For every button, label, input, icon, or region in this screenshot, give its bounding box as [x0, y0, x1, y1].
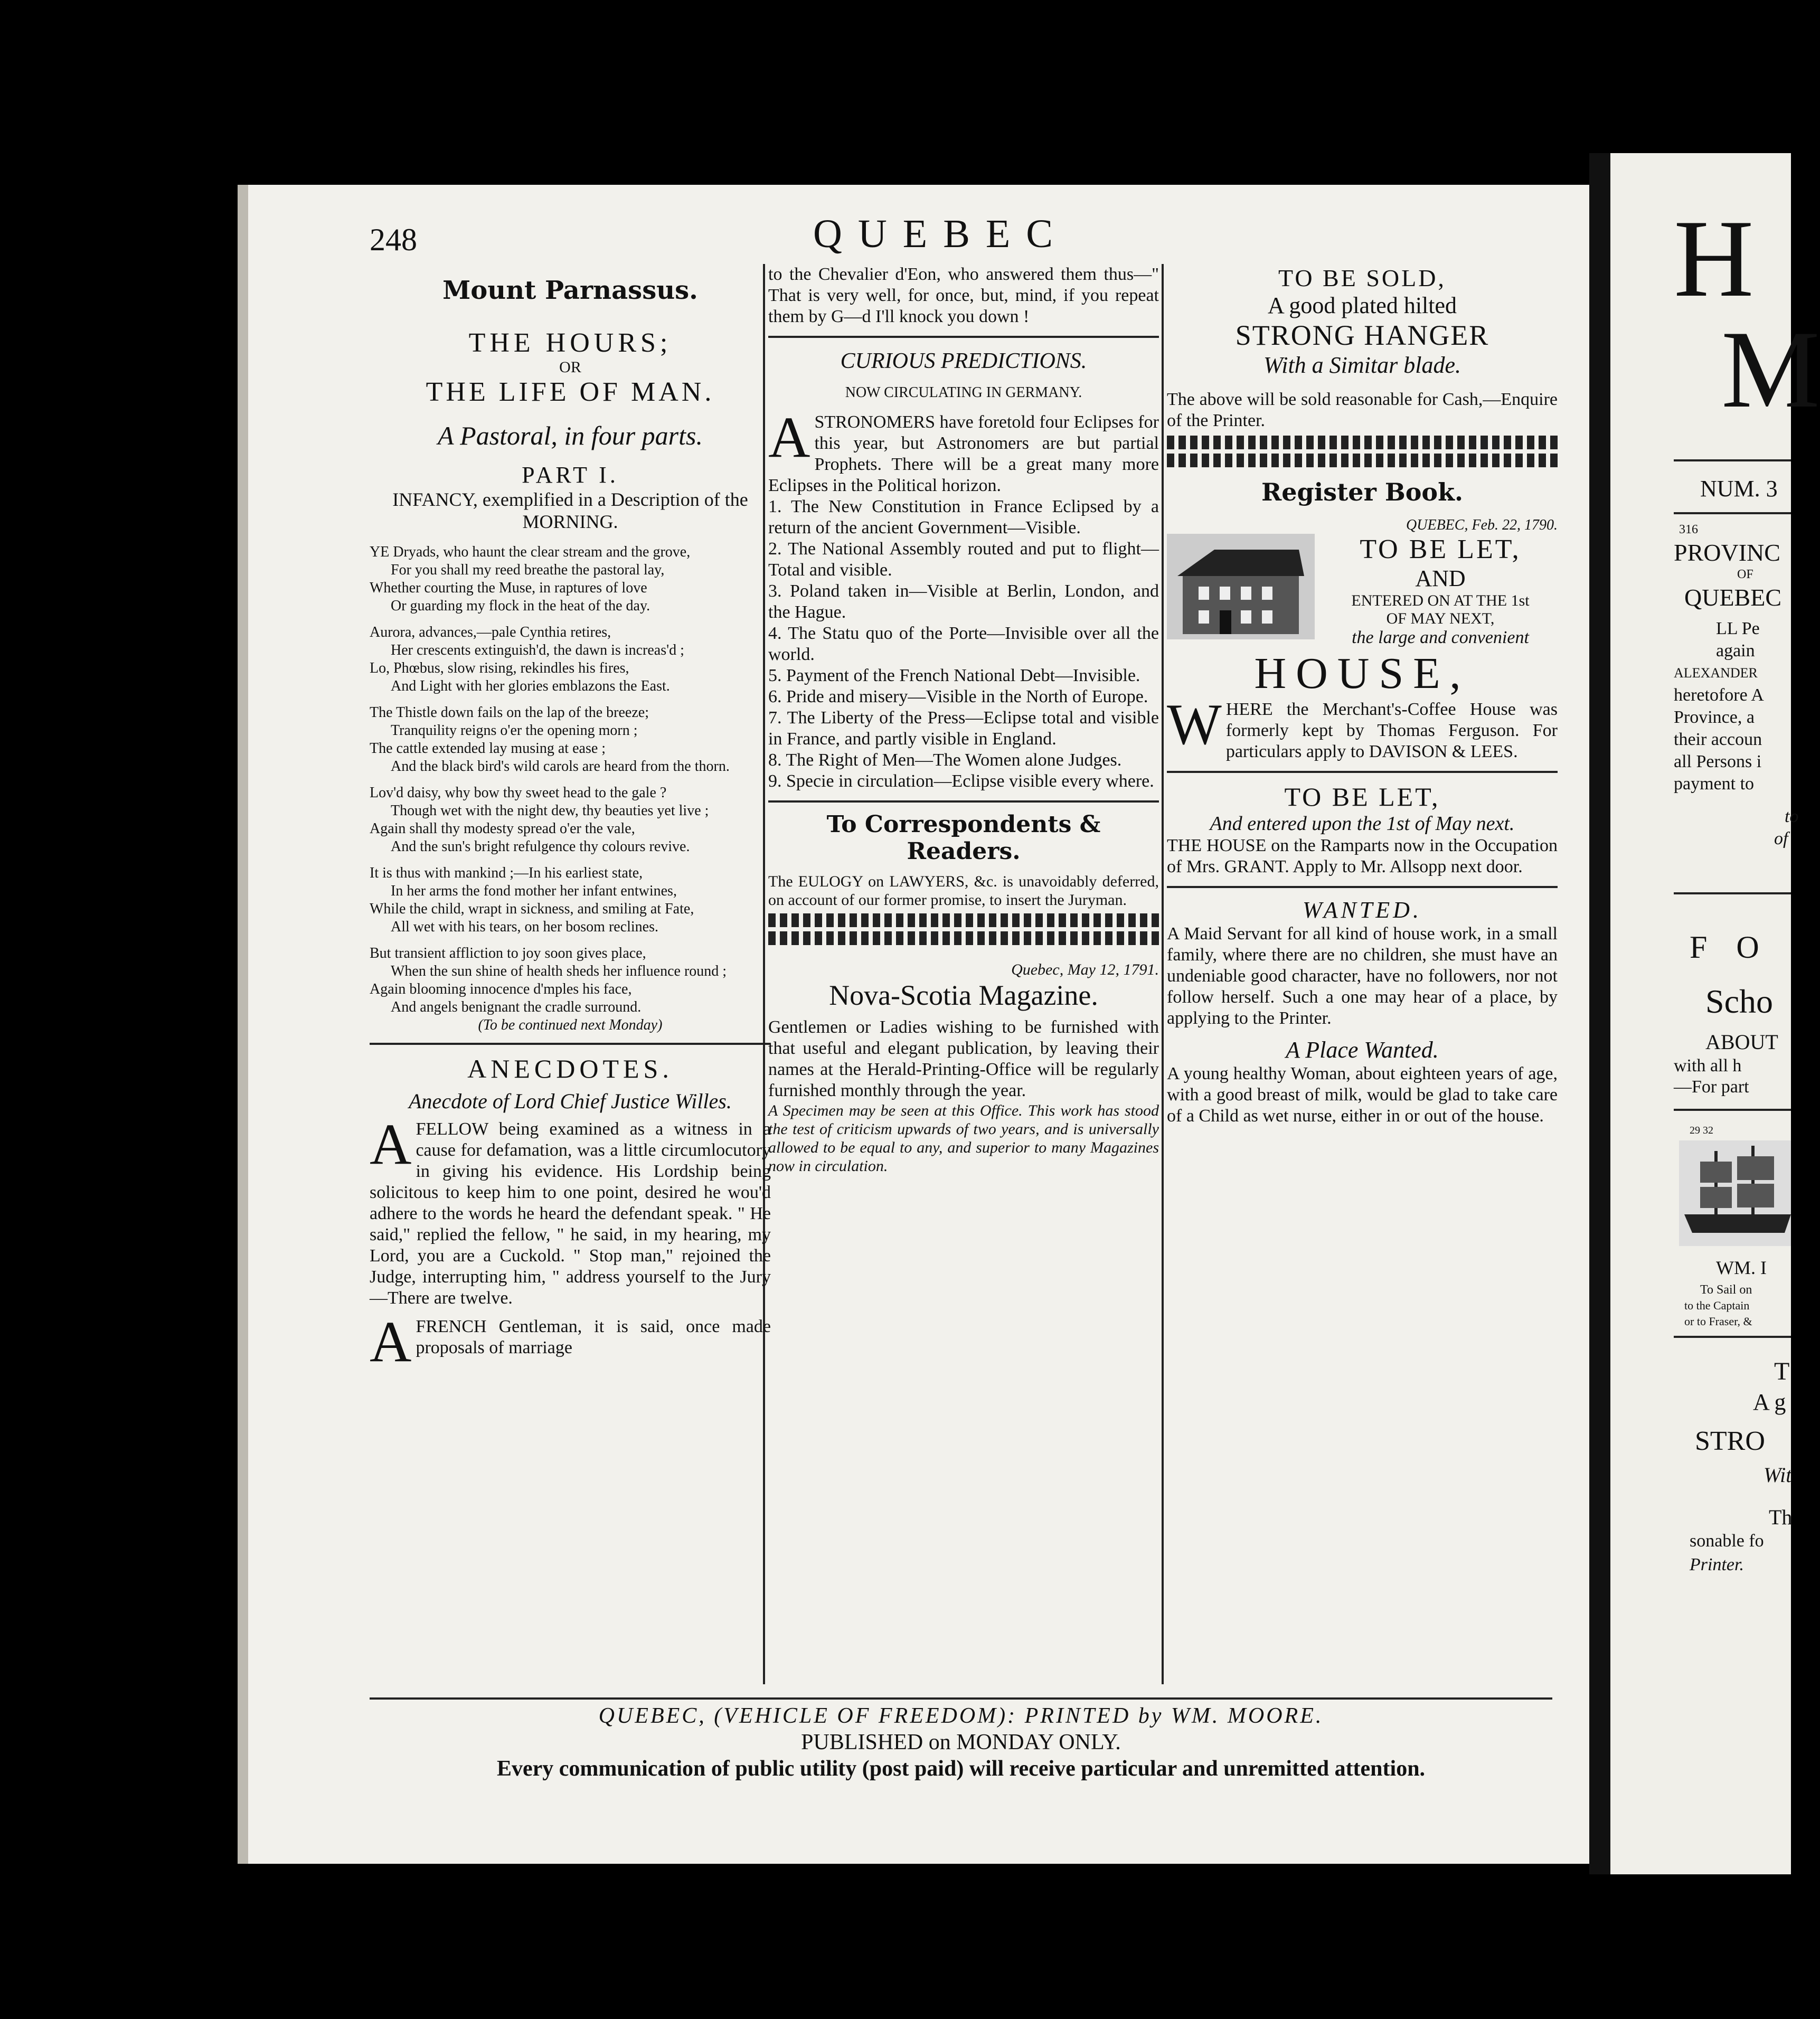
poem-title-2: THE LIFE OF MAN. — [426, 377, 715, 407]
prediction-item: 8. The Right of Men—The Women alone Judges. — [768, 750, 1122, 770]
right-number: NUM. 3 — [1700, 476, 1778, 502]
right-sonable: sonable fo — [1690, 1531, 1764, 1551]
right-page — [1610, 153, 1820, 1874]
right-stro: STRO — [1695, 1426, 1765, 1456]
poem-line: But transient affliction to joy soon gives place, — [370, 945, 646, 961]
poem-line: For you shall my reed breathe the pastoral lay, — [391, 562, 665, 578]
let2-text: THE HOUSE on the Ramparts now in the Occupation of Mrs. GRANT. Apply to Mr. Allsopp next door. — [1167, 836, 1558, 876]
divider — [1674, 512, 1791, 514]
poem-line: And angels benignant the cradle surround. — [391, 999, 642, 1015]
right-masthead-2: M — [1721, 308, 1820, 431]
right-line: Province, a — [1674, 707, 1755, 727]
right-wm: WM. I — [1716, 1257, 1767, 1278]
french-anecdote-text: FRENCH Gentleman, it is said, once made proposals of marriage — [416, 1317, 771, 1357]
poem-line: It is thus with mankind ;—In his earliest state, — [370, 865, 643, 881]
right-line: to — [1785, 807, 1799, 826]
correspondents-title: To Correspondents & Readers. — [826, 811, 1101, 865]
column-1 — [370, 275, 771, 1674]
poem-line: All wet with his tears, on her bosom reclines. — [391, 919, 659, 935]
poem-line: And Light with her glories emblazons the East. — [391, 678, 670, 694]
right-forpart: —For part — [1674, 1077, 1749, 1097]
divider — [1674, 459, 1791, 461]
imprint-line-3: Every communication of public utility (post paid) will receive particular and unremitted attention. — [496, 1757, 1426, 1781]
ship-illustration — [1679, 1140, 1791, 1246]
poem-note: (To be continued next Monday) — [478, 1017, 663, 1033]
let-line-1: ENTERED ON AT THE 1st — [1351, 592, 1530, 609]
poem-title-1: THE HOURS; — [468, 328, 672, 358]
right-wit: Wit — [1764, 1463, 1792, 1487]
sale-line-3: With a Simitar blade. — [1263, 352, 1461, 378]
poem-line: Tranquility reigns o'er the opening morn ; — [391, 722, 638, 739]
dateline: Quebec, May 12, 1791. — [1011, 961, 1159, 978]
house-text: HERE the Merchant's-Coffee House was formerly kept by Thomas Ferguson. For particulars apply to DAVISON & LEES. — [1225, 700, 1558, 761]
section-title: Mount Parnassus. — [442, 276, 698, 305]
house-illustration — [1167, 534, 1315, 639]
register-date: QUEBEC, Feb. 22, 1790. — [1406, 517, 1558, 533]
right-line: their accoun — [1674, 730, 1762, 749]
wanted-text: A Maid Servant for all kind of house work, in a small family, where there are no children, she must have an undeniable good character, have no followers, nor not follow herself. Such a one may hear of a place, by applying to the Printer. — [1167, 924, 1558, 1028]
poem-line: Or guarding my flock in the heat of the day. — [391, 598, 650, 614]
wanted-title: WANTED. — [1303, 897, 1422, 923]
prediction-item: 2. The National Assembly routed and put to flight—Total and visible. — [768, 539, 1159, 580]
right-line: ALEXANDER — [1674, 665, 1758, 681]
prediction-item: 4. The Statu quo of the Porte—Invisible over all the world. — [768, 624, 1159, 664]
poem-line: Lo, Phœbus, slow rising, rekindles his fires, — [370, 660, 629, 676]
correspondents-text: The EULOGY on LAWYERS, &c. is unavoidably deferred, on account of our former promise, to insert the Juryman. — [768, 873, 1159, 909]
divider — [768, 336, 1159, 338]
poem-body — [370, 543, 771, 1034]
prediction-item: 1. The New Constitution in France Eclipsed by a return of the ancient Government—Visible. — [768, 497, 1159, 537]
poem-line: The Thistle down fails on the lap of the breeze; — [370, 704, 649, 721]
column-3 — [1167, 264, 1558, 1663]
poem-line: Lov'd daisy, why bow thy sweet head to the gale ? — [370, 785, 667, 801]
poem-line: Aurora, advances,—pale Cynthia retires, — [370, 624, 611, 640]
let-title: TO BE LET, — [1360, 534, 1521, 564]
house-heading: HOUSE, — [1254, 649, 1470, 698]
poem-line: While the child, wrapt in sickness, and smiling at Fate, — [370, 901, 694, 917]
anecdotes-title: ANECDOTES. — [467, 1054, 673, 1083]
right-t: T — [1774, 1357, 1790, 1385]
drop-cap: A — [370, 1309, 412, 1374]
ornament-rule — [1167, 436, 1558, 449]
sale-title: TO BE SOLD, — [1278, 265, 1446, 291]
prediction-item: 6. Pride and misery—Visible in the North of Europe. — [768, 687, 1148, 706]
right-ag: A g — [1753, 1389, 1786, 1415]
divider — [1674, 1109, 1791, 1111]
magazine-text: Gentlemen or Ladies wishing to be furnished with that useful and elegant publication, by leaving their names at the Herald-Printing-Office will be regularly furnished monthly through the year. — [768, 1017, 1159, 1100]
poem-line: Again blooming innocence d'mples his face, — [370, 981, 632, 997]
prediction-item: 7. The Liberty of the Press—Eclipse total and visible in France, and partly visible in England. — [768, 708, 1159, 749]
poem-title-or: OR — [559, 358, 581, 376]
let-line-3: the large and convenient — [1352, 628, 1529, 647]
part-heading: PART I. — [522, 462, 619, 488]
right-notice — [1674, 618, 1799, 850]
imprint-line-2: PUBLISHED on MONDAY ONLY. — [801, 1730, 1121, 1754]
right-line: all Persons i — [1674, 752, 1762, 771]
right-printer: Printer. — [1690, 1555, 1744, 1574]
continued-text: to the Chevalier d'Eon, who answered them thus—" That is very well, for once, but, mind, if you repeat them by G—d I'll knock you down ! — [768, 265, 1159, 326]
sale-line-1: A good plated hilted — [1267, 293, 1457, 318]
divider — [768, 800, 1159, 803]
right-ship-no: 29 32 — [1690, 1125, 1713, 1136]
right-line: of — [1774, 829, 1788, 848]
right-tosail: To Sail on — [1700, 1283, 1752, 1297]
poem-line: Though wet with the night dew, thy beauties yet live ; — [391, 803, 709, 819]
predictions-intro: STRONOMERS have foretold four Eclipses for this year, but Astronomers are but partial Prophets. There will be a great many more Eclipses in the Political horizon. — [768, 412, 1159, 495]
right-quebec: QUEBEC — [1684, 584, 1781, 611]
poem-line: The cattle extended lay musing at ease ; — [370, 740, 606, 757]
drop-cap: A — [370, 1112, 412, 1176]
predictions-title: CURIOUS PREDICTIONS. — [840, 349, 1087, 373]
ornament-rule — [1167, 454, 1558, 467]
right-line: again — [1716, 641, 1755, 661]
poem-line: In her arms the fond mother her infant entwines, — [391, 883, 677, 899]
anecdote-heading: Anecdote of Lord Chief Justice Willes. — [409, 1089, 732, 1113]
poem-line: YE Dryads, who haunt the clear stream and the grove, — [370, 544, 691, 560]
ornament-rule — [768, 931, 1159, 945]
drop-cap: W — [1167, 692, 1222, 757]
let2-subtitle: And entered upon the 1st of May next. — [1210, 813, 1515, 835]
right-line: LL Pe — [1716, 619, 1760, 638]
ornament-rule — [768, 913, 1159, 927]
right-scho: Scho — [1705, 983, 1773, 1020]
sale-line-2: STRONG HANGER — [1235, 319, 1489, 351]
register-title: Register Book. — [1261, 478, 1463, 506]
right-about: ABOUT — [1705, 1030, 1778, 1054]
poem-line: And the sun's bright refulgence thy colours revive. — [391, 838, 690, 855]
right-fraser: or to Fraser, & — [1684, 1315, 1752, 1328]
page-number: 248 — [370, 222, 417, 257]
prediction-item: 3. Poland taken in—Visible at Berlin, London, and the Hague. — [768, 581, 1159, 622]
column-rule-2 — [1162, 264, 1164, 1684]
divider — [1674, 1336, 1791, 1338]
poem-line: Whether courting the Muse, in raptures of love — [370, 580, 647, 596]
part-description: INFANCY, exemplified in a Description of the MORNING. — [392, 489, 748, 532]
right-side-number: 316 — [1679, 523, 1698, 536]
prediction-item: 5. Payment of the French National Debt—Invisible. — [768, 666, 1140, 685]
divider — [1167, 771, 1558, 773]
right-line: heretofore A — [1674, 685, 1764, 705]
book-spine — [1589, 153, 1610, 1874]
right-of: OF — [1737, 568, 1753, 581]
divider — [1167, 886, 1558, 888]
magazine-title: Nova-Scotia Magazine. — [829, 979, 1098, 1011]
anecdote-text: FELLOW being examined as a witness in a cause for defamation, was a little circumlocutory in giving his evidence. His Lordship being solicitous to keep him to one point, desired he wou'd adhere to the words he heard the defendant speak. " He said," replied the fellow, " he said, in my hearing, my Lord, you are a Cuckold. " Stop man," rejoined the Judge, interrupting him, " address yourself to the Jury—There are twelve. — [370, 1119, 771, 1308]
sale-text: The above will be sold reasonable for Cash,—Enquire of the Printer. — [1167, 390, 1558, 430]
column-2 — [768, 264, 1159, 1684]
divider — [1674, 892, 1791, 894]
let-line-2: OF MAY NEXT, — [1386, 610, 1495, 627]
place-text: A young healthy Woman, about eighteen years of age, with a good breast of milk, would be glad to take care of a Child as wet nurse, either in or out of the house. — [1167, 1064, 1558, 1126]
imprint — [370, 1703, 1552, 1782]
place-title: A Place Wanted. — [1286, 1037, 1439, 1063]
poem-line: Again shall thy modesty spread o'er the vale, — [370, 820, 635, 837]
right-fo: F O — [1690, 930, 1770, 965]
right-masthead-1: H — [1674, 197, 1754, 320]
footer-rule — [370, 1697, 1552, 1700]
masthead: QUEBEC — [813, 212, 1069, 256]
poem-line: When the sun shine of health sheds her influence round ; — [391, 963, 727, 979]
prediction-item: 9. Specie in circulation—Eclipse visible every where. — [768, 771, 1154, 791]
poem-line: Her crescents extinguish'd, the dawn is increas'd ; — [391, 642, 684, 658]
right-withall: with all h — [1674, 1056, 1742, 1075]
magazine-specimen: A Specimen may be seen at this Office. This work has stood the test of criticism upwards of two years, and is universally allowed to be equal to any, and superior to many Magazines now in circulation. — [768, 1102, 1159, 1175]
right-province: PROVINC — [1674, 539, 1780, 566]
divider — [370, 1043, 771, 1045]
let2-title: TO BE LET, — [1284, 782, 1440, 812]
poem-subtitle: A Pastoral, in four parts. — [438, 421, 703, 450]
predictions-subtitle: NOW CIRCULATING IN GERMANY. — [845, 384, 1082, 401]
right-th: Th — [1769, 1505, 1793, 1529]
right-captain: to the Captain — [1684, 1299, 1750, 1312]
drop-cap: A — [768, 405, 810, 469]
let-and: AND — [1415, 565, 1466, 591]
poem-line: And the black bird's wild carols are heard from the thorn. — [391, 758, 730, 775]
imprint-line-1: QUEBEC, (VEHICLE OF FREEDOM): PRINTED by WM. MOORE. — [598, 1704, 1324, 1728]
right-line: payment to — [1674, 774, 1755, 794]
